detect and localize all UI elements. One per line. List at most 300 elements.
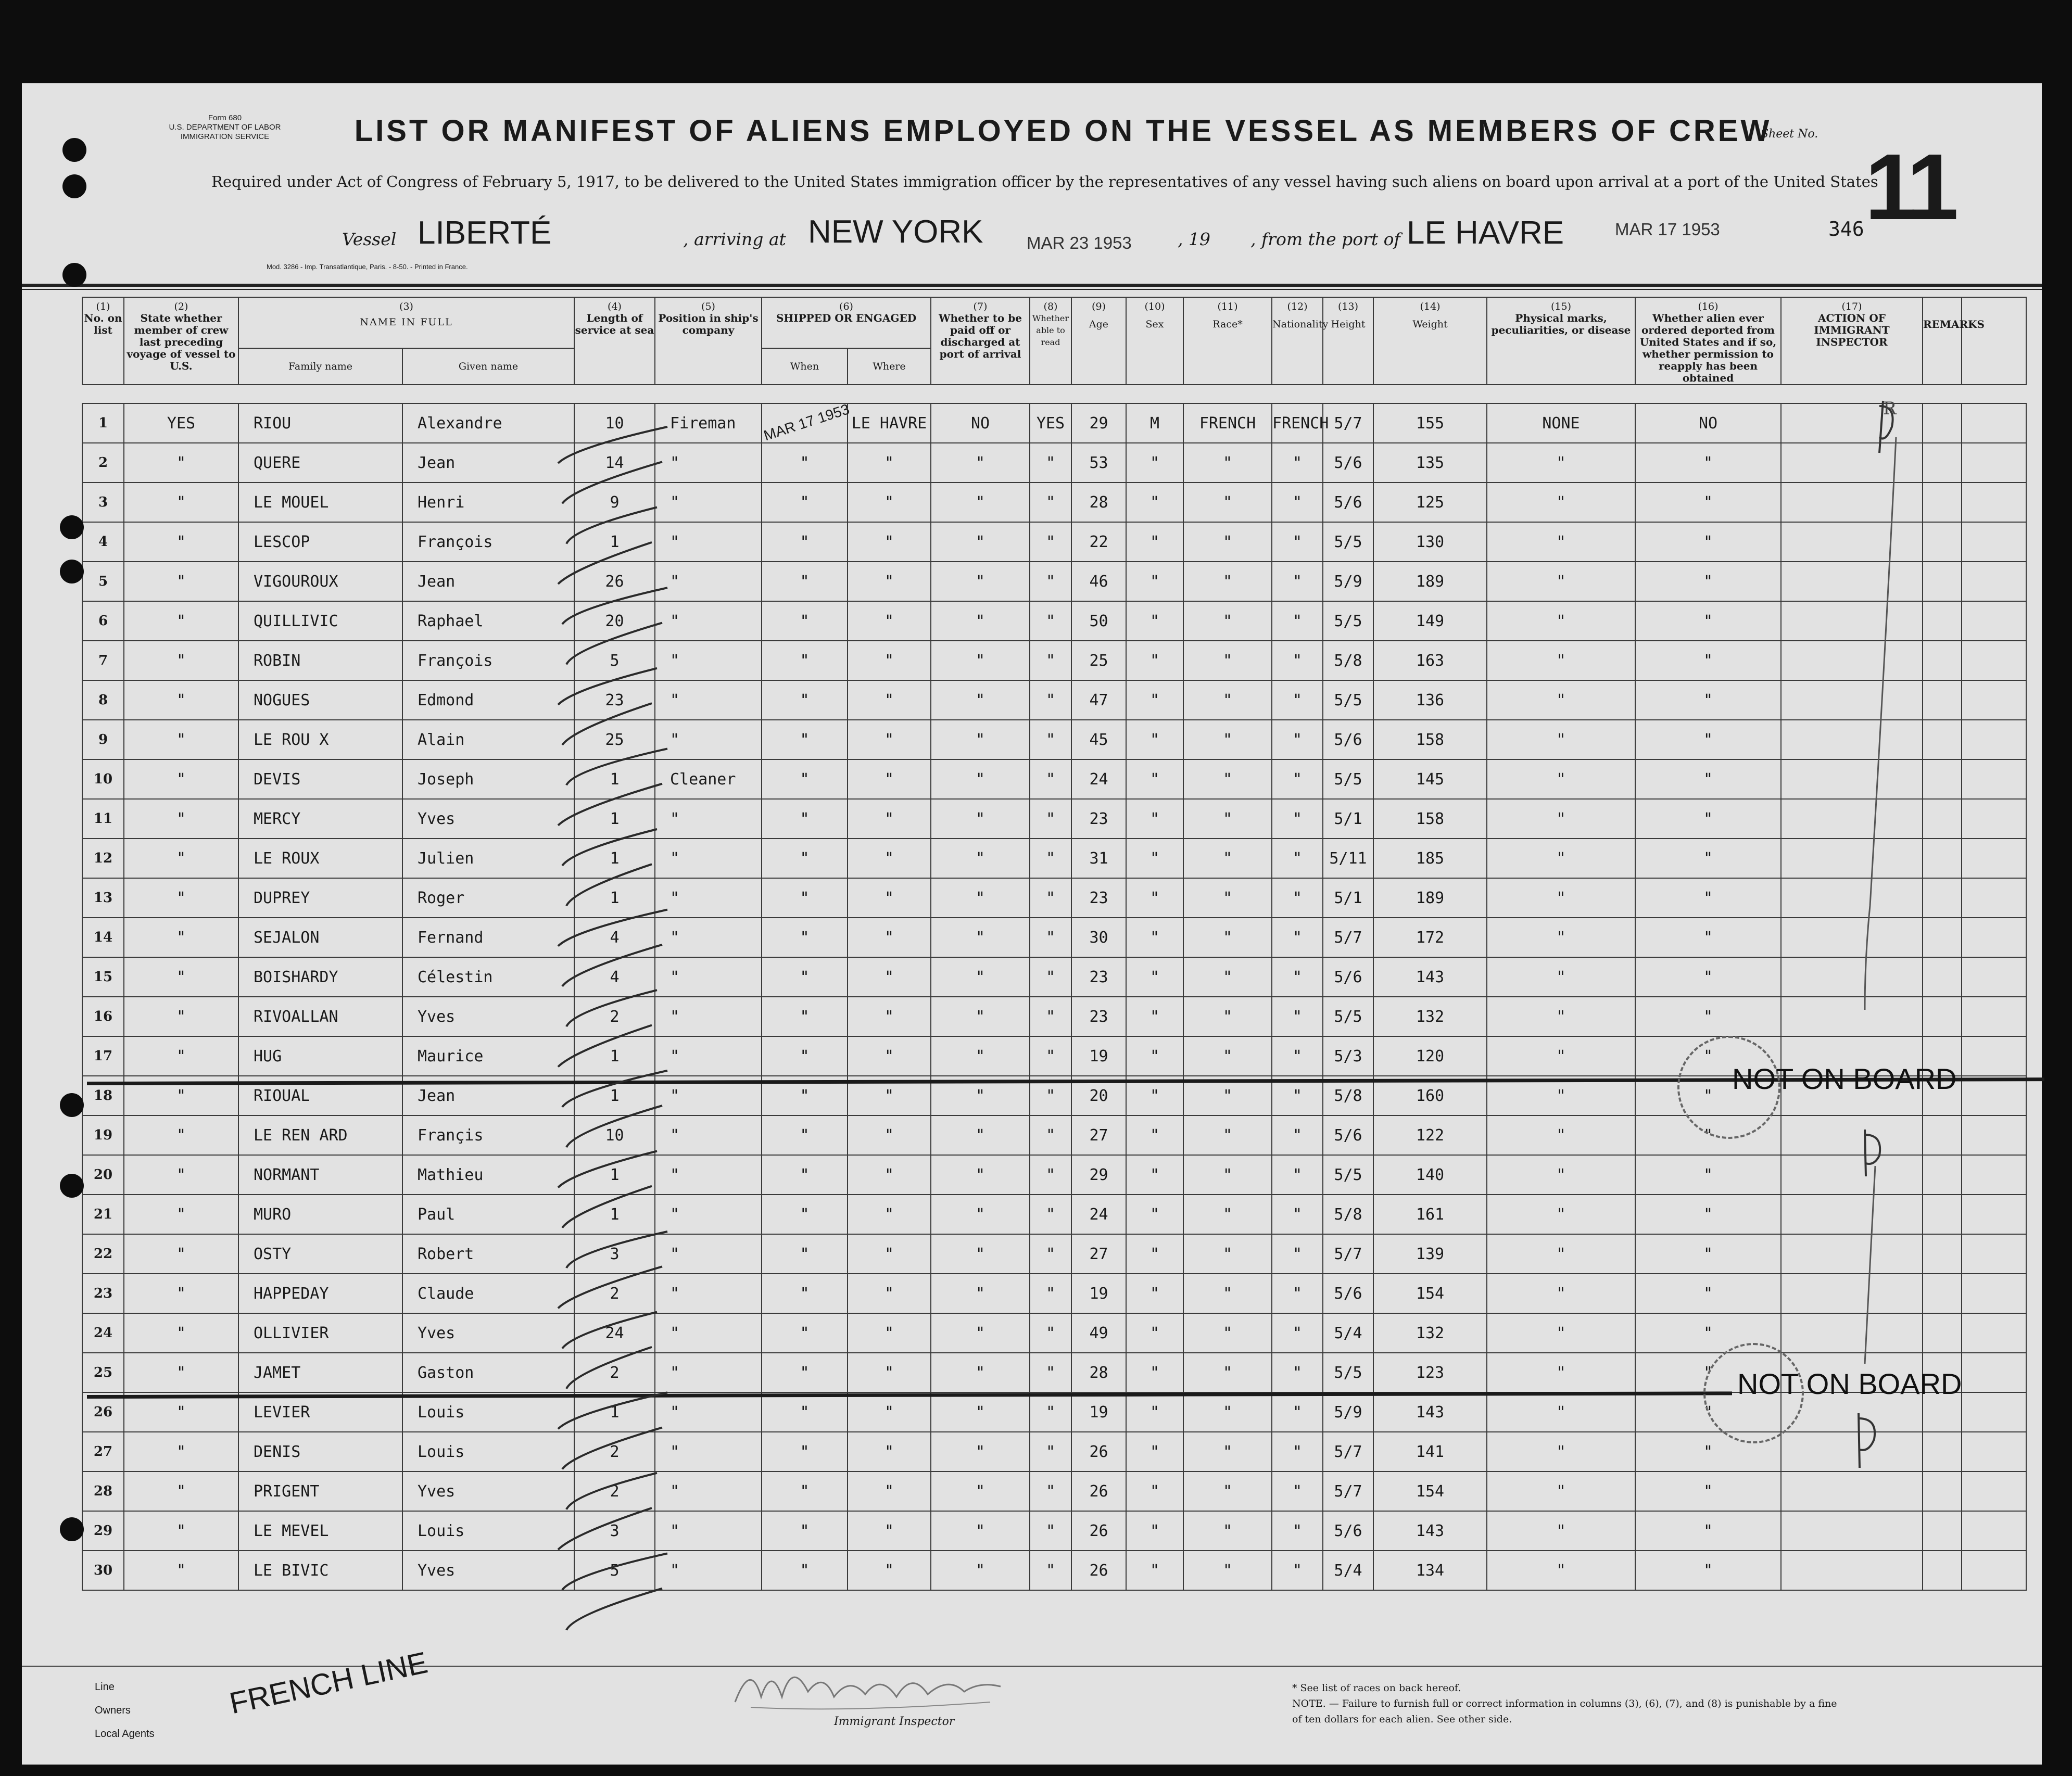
- cell-given-name: Maurice: [402, 1036, 574, 1076]
- immigrant-inspector-label: Immigrant Inspector: [834, 1715, 955, 1728]
- cell-prev-voyage: ": [124, 1274, 238, 1313]
- pencil-check-mark: [566, 508, 657, 544]
- col-header-able-to-read: (8) Whether able to read: [1030, 297, 1071, 385]
- cell-service-length: 2: [574, 997, 655, 1036]
- pencil-check-mark: [566, 1589, 662, 1630]
- arrival-date-stamp: MAR 23 1953: [1027, 233, 1132, 252]
- cell-position: ": [655, 878, 762, 918]
- cell-nationality: FRENCH: [1272, 403, 1323, 443]
- col-header-service-length: (4) Length of service at sea: [574, 297, 655, 385]
- cell-race: ": [1183, 1313, 1272, 1353]
- cell-race: ": [1183, 759, 1272, 799]
- cell-service-length: 2: [574, 1274, 655, 1313]
- cell-nationality: ": [1272, 1234, 1323, 1274]
- cell-weight: 155: [1373, 403, 1487, 443]
- cell-physical-marks: ": [1487, 601, 1635, 641]
- cell-service-length: 1: [574, 1076, 655, 1115]
- cell-deported: ": [1635, 1471, 1781, 1511]
- cell-paid-off: ": [931, 1234, 1030, 1274]
- cell-shipped-when: ": [762, 483, 848, 522]
- cell-paid-off: ": [931, 483, 1030, 522]
- cell-shipped-when: ": [762, 1076, 848, 1115]
- cell-service-length: 5: [574, 1551, 655, 1590]
- cell-row-number: 13: [82, 878, 124, 918]
- cell-age: 30: [1071, 918, 1126, 957]
- cell-position: Cleaner: [655, 759, 762, 799]
- cell-weight: 172: [1373, 918, 1487, 957]
- cell-paid-off: ": [931, 1195, 1030, 1234]
- cell-height: 5/7: [1323, 918, 1373, 957]
- cell-sex: ": [1126, 1036, 1183, 1076]
- cell-height: 5/5: [1323, 680, 1373, 720]
- department-name: U.S. DEPARTMENT OF LABOR: [169, 123, 281, 132]
- cell-sex: ": [1126, 1432, 1183, 1471]
- cell-deported: ": [1635, 1353, 1781, 1392]
- pencil-check-mark: [558, 1392, 667, 1429]
- cell-prev-voyage: ": [124, 601, 238, 641]
- cell-age: 50: [1071, 601, 1126, 641]
- cell-deported: ": [1635, 1274, 1781, 1313]
- cell-able-to-read: ": [1030, 1392, 1071, 1432]
- cell-shipped-where: LE HAVRE: [848, 403, 931, 443]
- cell-prev-voyage: ": [124, 1076, 238, 1115]
- cell-row-number: 16: [82, 997, 124, 1036]
- cell-age: 23: [1071, 799, 1126, 839]
- cell-paid-off: ": [931, 720, 1030, 759]
- cell-age: 28: [1071, 1353, 1126, 1392]
- cell-physical-marks: ": [1487, 1195, 1635, 1234]
- cell-nationality: ": [1272, 957, 1323, 997]
- cell-age: 19: [1071, 1392, 1126, 1432]
- cell-given-name: Françis: [402, 1115, 574, 1155]
- cell-position: ": [655, 1392, 762, 1432]
- cell-service-length: 2: [574, 1432, 655, 1471]
- cell-row-number: 19: [82, 1115, 124, 1155]
- cell-sex: ": [1126, 1392, 1183, 1432]
- cell-service-length: 1: [574, 759, 655, 799]
- cell-sex: ": [1126, 1195, 1183, 1234]
- cell-shipped-when: ": [762, 1036, 848, 1076]
- cell-weight: 132: [1373, 997, 1487, 1036]
- cell-prev-voyage: ": [124, 1353, 238, 1392]
- cell-service-length: 1: [574, 839, 655, 878]
- cell-shipped-where: ": [848, 1076, 931, 1115]
- cell-race: ": [1183, 1471, 1272, 1511]
- cell-nationality: ": [1272, 680, 1323, 720]
- cell-physical-marks: ": [1487, 1076, 1635, 1115]
- cell-position: ": [655, 1115, 762, 1155]
- cell-sex: ": [1126, 562, 1183, 601]
- cell-shipped-where: ": [848, 562, 931, 601]
- cell-shipped-where: ": [848, 1234, 931, 1274]
- cell-given-name: Robert: [402, 1234, 574, 1274]
- cell-shipped-when: ": [762, 839, 848, 878]
- cell-given-name: Célestin: [402, 957, 574, 997]
- cell-row-number: 11: [82, 799, 124, 839]
- cell-physical-marks: ": [1487, 1115, 1635, 1155]
- cell-able-to-read: ": [1030, 1511, 1071, 1551]
- cell-prev-voyage: ": [124, 1392, 238, 1432]
- cell-service-length: 23: [574, 680, 655, 720]
- cell-deported: ": [1635, 1155, 1781, 1195]
- cell-able-to-read: ": [1030, 443, 1071, 483]
- cell-race: ": [1183, 1155, 1272, 1195]
- cell-age: 24: [1071, 759, 1126, 799]
- cell-nationality: ": [1272, 1195, 1323, 1234]
- cell-height: 5/8: [1323, 1195, 1373, 1234]
- cell-physical-marks: ": [1487, 839, 1635, 878]
- cell-nationality: ": [1272, 1036, 1323, 1076]
- cell-family-name: HAPPEDAY: [238, 1274, 402, 1313]
- cell-age: 23: [1071, 878, 1126, 918]
- cell-height: 5/1: [1323, 799, 1373, 839]
- col-header-position: (5) Position in ship's company: [655, 297, 762, 385]
- cell-paid-off: ": [931, 1313, 1030, 1353]
- cell-weight: 163: [1373, 641, 1487, 680]
- cell-physical-marks: ": [1487, 443, 1635, 483]
- cell-family-name: LE MOUEL: [238, 483, 402, 522]
- cell-deported: ": [1635, 680, 1781, 720]
- cell-physical-marks: ": [1487, 483, 1635, 522]
- cell-nationality: ": [1272, 1076, 1323, 1115]
- cell-position: ": [655, 1471, 762, 1511]
- pencil-check-mark: [558, 784, 662, 826]
- cell-given-name: Edmond: [402, 680, 574, 720]
- cell-weight: 185: [1373, 839, 1487, 878]
- cell-paid-off: ": [931, 1432, 1030, 1471]
- cell-service-length: 4: [574, 957, 655, 997]
- cell-physical-marks: ": [1487, 1155, 1635, 1195]
- pencil-check-mark: [562, 1186, 652, 1228]
- cell-service-length: 1: [574, 1195, 655, 1234]
- punch-hole: [60, 515, 84, 539]
- cell-deported: ": [1635, 1115, 1781, 1155]
- cell-paid-off: NO: [931, 403, 1030, 443]
- cell-paid-off: ": [931, 1551, 1030, 1590]
- cell-deported: ": [1635, 839, 1781, 878]
- cell-prev-voyage: ": [124, 443, 238, 483]
- cell-weight: 125: [1373, 483, 1487, 522]
- cell-able-to-read: ": [1030, 799, 1071, 839]
- cell-paid-off: ": [931, 1274, 1030, 1313]
- cell-paid-off: ": [931, 443, 1030, 483]
- cell-prev-voyage: ": [124, 759, 238, 799]
- cell-race: ": [1183, 918, 1272, 957]
- cell-race: FRENCH: [1183, 403, 1272, 443]
- cell-physical-marks: ": [1487, 1392, 1635, 1432]
- cell-shipped-where: ": [848, 1115, 931, 1155]
- cell-shipped-where: ": [848, 918, 931, 957]
- pencil-check-mark: [562, 703, 652, 745]
- cell-able-to-read: ": [1030, 601, 1071, 641]
- cell-age: 28: [1071, 483, 1126, 522]
- cell-height: 5/6: [1323, 720, 1373, 759]
- cell-shipped-when: ": [762, 562, 848, 601]
- cell-nationality: ": [1272, 918, 1323, 957]
- cell-shipped-when: ": [762, 641, 848, 680]
- pencil-check-mark: [558, 910, 667, 946]
- cell-weight: 158: [1373, 799, 1487, 839]
- cell-age: 26: [1071, 1432, 1126, 1471]
- cell-shipped-when: ": [762, 1234, 848, 1274]
- cell-race: ": [1183, 997, 1272, 1036]
- cell-family-name: DENIS: [238, 1432, 402, 1471]
- cell-position: ": [655, 918, 762, 957]
- cell-nationality: ": [1272, 562, 1323, 601]
- cell-shipped-when: ": [762, 680, 848, 720]
- punch-hole: [62, 263, 86, 287]
- cell-nationality: ": [1272, 1432, 1323, 1471]
- cell-shipped-when: ": [762, 799, 848, 839]
- cell-nationality: ": [1272, 641, 1323, 680]
- cell-shipped-when: ": [762, 1353, 848, 1392]
- cell-row-number: 3: [82, 483, 124, 522]
- cell-family-name: SEJALON: [238, 918, 402, 957]
- cell-physical-marks: ": [1487, 641, 1635, 680]
- cell-age: 22: [1071, 522, 1126, 562]
- cell-shipped-where: ": [848, 1551, 931, 1590]
- cell-given-name: Claude: [402, 1274, 574, 1313]
- document-title: LIST OR MANIFEST OF ALIENS EMPLOYED ON THE VESSEL AS MEMBERS OF CREW: [354, 114, 1772, 148]
- cell-position: ": [655, 799, 762, 839]
- french-line-stamp: FRENCH LINE: [226, 1645, 431, 1721]
- cell-position: ": [655, 1195, 762, 1234]
- cell-height: 5/5: [1323, 1155, 1373, 1195]
- cell-given-name: Alain: [402, 720, 574, 759]
- cell-age: 20: [1071, 1076, 1126, 1115]
- not-on-board-stamp-2: NOT ON BOARD: [1737, 1367, 1962, 1400]
- cell-prev-voyage: ": [124, 1313, 238, 1353]
- cell-row-number: 14: [82, 918, 124, 957]
- cell-prev-voyage: ": [124, 522, 238, 562]
- cell-shipped-when: MAR 17 1953: [757, 391, 851, 455]
- cell-paid-off: ": [931, 1471, 1030, 1511]
- cell-shipped-where: ": [848, 720, 931, 759]
- cell-age: 27: [1071, 1234, 1126, 1274]
- cell-deported: NO: [1635, 403, 1781, 443]
- cell-given-name: Joseph: [402, 759, 574, 799]
- cell-shipped-where: ": [848, 1432, 931, 1471]
- cell-physical-marks: ": [1487, 957, 1635, 997]
- sheet-number: 11: [1865, 135, 1954, 239]
- cell-weight: 143: [1373, 1392, 1487, 1432]
- col-header-physical-marks: (15) Physical marks, peculiarities, or disease: [1487, 297, 1635, 385]
- cell-position: Fireman: [655, 403, 762, 443]
- cell-shipped-where: ": [848, 839, 931, 878]
- cell-row-number: 17: [82, 1036, 124, 1076]
- cell-given-name: Alexandre: [402, 403, 574, 443]
- cell-service-length: 25: [574, 720, 655, 759]
- cell-sex: M: [1126, 403, 1183, 443]
- cell-nationality: ": [1272, 1155, 1323, 1195]
- cell-physical-marks: ": [1487, 918, 1635, 957]
- cell-sex: ": [1126, 1155, 1183, 1195]
- cell-prev-voyage: ": [124, 680, 238, 720]
- cell-row-number: 23: [82, 1274, 124, 1313]
- col-header-weight: (14) Weight: [1373, 297, 1487, 385]
- cell-shipped-where: ": [848, 1313, 931, 1353]
- cell-shipped-when: ": [762, 601, 848, 641]
- cell-service-length: 1: [574, 1036, 655, 1076]
- punch-hole: [62, 138, 86, 162]
- cell-shipped-where: ": [848, 957, 931, 997]
- cell-nationality: ": [1272, 1392, 1323, 1432]
- cell-nationality: ": [1272, 1551, 1323, 1590]
- cell-weight: 154: [1373, 1471, 1487, 1511]
- cell-deported: ": [1635, 759, 1781, 799]
- col-header-race: (11) Race*: [1183, 297, 1272, 385]
- cell-deported: ": [1635, 1511, 1781, 1551]
- pencil-check-mark: [562, 945, 662, 986]
- cell-service-length: 1: [574, 799, 655, 839]
- cell-able-to-read: ": [1030, 759, 1071, 799]
- cell-shipped-when: ": [762, 1551, 848, 1590]
- cell-position: ": [655, 1432, 762, 1471]
- from-port-label: , from the port of: [1250, 229, 1400, 249]
- cell-sex: ": [1126, 1551, 1183, 1590]
- cell-shipped-when: ": [762, 720, 848, 759]
- cell-prev-voyage: ": [124, 997, 238, 1036]
- cell-deported: ": [1635, 1036, 1781, 1076]
- cell-shipped-where: ": [848, 1471, 931, 1511]
- cell-prev-voyage: ": [124, 1036, 238, 1076]
- cell-given-name: Louis: [402, 1392, 574, 1432]
- cell-weight: 132: [1373, 1313, 1487, 1353]
- cell-able-to-read: ": [1030, 1432, 1071, 1471]
- pencil-check-mark: [566, 1473, 657, 1509]
- cell-position: ": [655, 720, 762, 759]
- cell-nationality: ": [1272, 483, 1323, 522]
- cell-shipped-where: ": [848, 1274, 931, 1313]
- cell-position: ": [655, 680, 762, 720]
- cell-row-number: 27: [82, 1432, 124, 1471]
- cell-service-length: 20: [574, 601, 655, 641]
- cell-deported: ": [1635, 918, 1781, 957]
- cell-age: 26: [1071, 1471, 1126, 1511]
- cell-age: 49: [1071, 1313, 1126, 1353]
- cell-row-number: 26: [82, 1392, 124, 1432]
- cell-sex: ": [1126, 641, 1183, 680]
- cell-physical-marks: ": [1487, 997, 1635, 1036]
- pencil-check-mark: [562, 1428, 662, 1469]
- cell-family-name: QUERE: [238, 443, 402, 483]
- cell-race: ": [1183, 1353, 1272, 1392]
- cell-race: ": [1183, 1076, 1272, 1115]
- cell-position: ": [655, 1511, 762, 1551]
- col-header-sex: (10) Sex: [1126, 297, 1183, 385]
- year-label: , 19: [1178, 229, 1210, 249]
- cell-weight: 122: [1373, 1115, 1487, 1155]
- cell-weight: 161: [1373, 1195, 1487, 1234]
- cell-deported: ": [1635, 997, 1781, 1036]
- cell-physical-marks: ": [1487, 1511, 1635, 1551]
- cell-able-to-read: ": [1030, 1353, 1071, 1392]
- cell-height: 5/6: [1323, 1274, 1373, 1313]
- line-label: Line: [95, 1681, 115, 1693]
- cell-shipped-where: ": [848, 799, 931, 839]
- cell-age: 26: [1071, 1511, 1126, 1551]
- pencil-check-mark: [558, 1508, 652, 1550]
- cell-row-number: 28: [82, 1471, 124, 1511]
- cell-family-name: RIOUAL: [238, 1076, 402, 1115]
- cell-age: 53: [1071, 443, 1126, 483]
- cell-height: 5/5: [1323, 759, 1373, 799]
- cell-paid-off: ": [931, 759, 1030, 799]
- cell-shipped-where: ": [848, 759, 931, 799]
- cell-physical-marks: ": [1487, 680, 1635, 720]
- cell-family-name: MURO: [238, 1195, 402, 1234]
- cell-prev-voyage: ": [124, 799, 238, 839]
- cell-deported: ": [1635, 562, 1781, 601]
- col-header-height: (13) Height: [1323, 297, 1373, 385]
- cell-race: ": [1183, 1392, 1272, 1432]
- cell-row-number: 20: [82, 1155, 124, 1195]
- cell-nationality: ": [1272, 443, 1323, 483]
- cell-service-length: 2: [574, 1471, 655, 1511]
- cell-deported: ": [1635, 1313, 1781, 1353]
- cell-race: ": [1183, 957, 1272, 997]
- cell-prev-voyage: ": [124, 1511, 238, 1551]
- cell-shipped-where: ": [848, 1511, 931, 1551]
- cell-able-to-read: ": [1030, 878, 1071, 918]
- cell-race: ": [1183, 443, 1272, 483]
- cell-paid-off: ": [931, 957, 1030, 997]
- cell-position: ": [655, 443, 762, 483]
- cell-sex: ": [1126, 1115, 1183, 1155]
- cell-position: ": [655, 522, 762, 562]
- cell-race: ": [1183, 601, 1272, 641]
- cell-height: 5/5: [1323, 1353, 1373, 1392]
- cell-given-name: Gaston: [402, 1353, 574, 1392]
- cell-prev-voyage: ": [124, 1115, 238, 1155]
- cell-family-name: LE ROU X: [238, 720, 402, 759]
- cell-service-length: 14: [574, 443, 655, 483]
- manifest-sheet: [22, 83, 2042, 1765]
- pencil-check-mark: [562, 1312, 657, 1349]
- punch-hole: [60, 1093, 84, 1117]
- cell-height: 5/9: [1323, 1392, 1373, 1432]
- col-header-given-name: Given name: [402, 348, 574, 385]
- cell-service-length: 2: [574, 1353, 655, 1392]
- cell-family-name: BOISHARDY: [238, 957, 402, 997]
- cell-able-to-read: ": [1030, 1115, 1071, 1155]
- cell-physical-marks: ": [1487, 1471, 1635, 1511]
- cell-prev-voyage: ": [124, 1195, 238, 1234]
- cell-height: 5/7: [1323, 403, 1373, 443]
- cell-shipped-where: ": [848, 1155, 931, 1195]
- cell-given-name: Yves: [402, 1551, 574, 1590]
- pencil-check-mark: [558, 542, 652, 584]
- cell-nationality: ": [1272, 1313, 1323, 1353]
- cell-deported: ": [1635, 720, 1781, 759]
- cell-weight: 130: [1373, 522, 1487, 562]
- cell-race: ": [1183, 1274, 1272, 1313]
- cell-shipped-where: ": [848, 1036, 931, 1076]
- col-header-shipped: (6) SHIPPED OR ENGAGED: [762, 297, 931, 348]
- col-header-paid-off: (7) Whether to be paid off or discharged at port of arrival: [931, 297, 1030, 385]
- cell-weight: 154: [1373, 1274, 1487, 1313]
- pencil-check-mark: [566, 1106, 662, 1147]
- cell-shipped-when: ": [762, 1195, 848, 1234]
- cell-given-name: François: [402, 641, 574, 680]
- cell-race: ": [1183, 878, 1272, 918]
- cell-deported: ": [1635, 1392, 1781, 1432]
- cell-sex: ": [1126, 839, 1183, 878]
- cell-height: 5/7: [1323, 1432, 1373, 1471]
- col-header-remarks: REMARKS: [1923, 297, 1962, 385]
- cell-position: ": [655, 641, 762, 680]
- local-agents-label: Local Agents: [95, 1728, 155, 1740]
